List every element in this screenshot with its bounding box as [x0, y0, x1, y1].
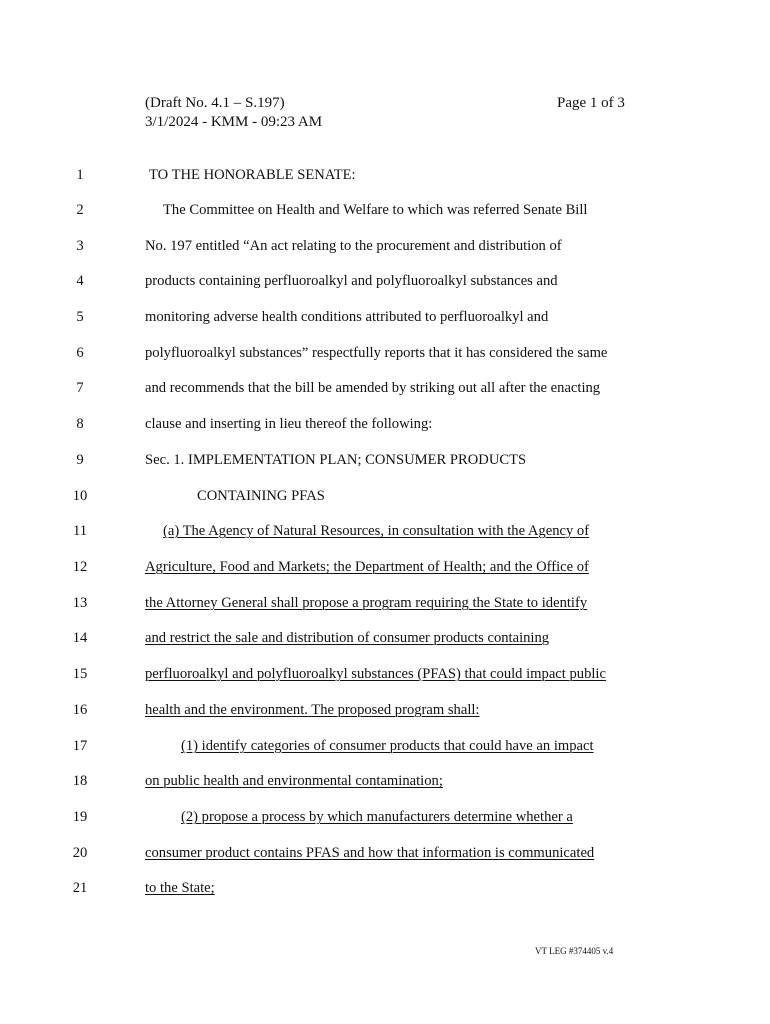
line-3 — [0, 235, 770, 257]
line-1 — [0, 164, 770, 186]
line-text: (a) The Agency of Natural Resources, in consultation with the Agency of — [163, 523, 590, 539]
section-heading: Sec. 1. IMPLEMENTATION PLAN; CONSUMER PRODUCTS — [145, 452, 527, 468]
line-number: 9 — [76, 452, 84, 468]
line-text: polyfluoroalkyl substances” respectfully reports that it has considered the same — [145, 345, 608, 361]
line-text: Agriculture, Food and Markets; the Department of Health; and the Office of — [145, 559, 589, 575]
line-number: 10 — [72, 488, 88, 504]
line-19 — [0, 806, 770, 828]
line-number: 21 — [72, 880, 88, 896]
line-20 — [0, 842, 770, 864]
line-2 — [0, 199, 770, 221]
line-6 — [0, 342, 770, 364]
document-id-footer: VT LEG #374405 v.4 — [535, 946, 614, 956]
line-number: 19 — [72, 809, 88, 825]
line-13 — [0, 592, 770, 614]
line-number: 16 — [72, 702, 88, 718]
line-text: products containing perfluoroalkyl and polyfluoroalkyl substances and — [145, 273, 558, 289]
page-number: Page 1 of 3 — [557, 95, 625, 111]
line-10 — [0, 485, 770, 507]
draft-label: (Draft No. 4.1 – S.197) — [145, 95, 285, 111]
line-21 — [0, 877, 770, 899]
line-15 — [0, 663, 770, 685]
line-number: 1 — [76, 167, 84, 183]
line-text: and restrict the sale and distribution of consumer products containing — [145, 630, 550, 646]
line-number: 3 — [76, 238, 84, 254]
line-text: The Committee on Health and Welfare to which was referred Senate Bill — [163, 202, 588, 218]
line-text: (2) propose a process by which manufacturers determine whether a — [181, 809, 573, 825]
line-text: on public health and environmental contamination; — [145, 773, 443, 789]
section-heading-continued: CONTAINING PFAS — [197, 488, 325, 504]
line-text: the Attorney General shall propose a program requiring the State to identify — [145, 595, 588, 611]
line-text: No. 197 entitled “An act relating to the procurement and distribution of — [145, 238, 562, 254]
line-number: 6 — [76, 345, 84, 361]
line-text: perfluoroalkyl and polyfluoroalkyl substances (PFAS) that could impact public — [145, 666, 606, 682]
line-12 — [0, 556, 770, 578]
line-text: to the State; — [145, 880, 215, 896]
line-14 — [0, 627, 770, 649]
line-number: 5 — [76, 309, 84, 325]
line-18 — [0, 770, 770, 792]
line-11 — [0, 520, 770, 542]
line-text: TO THE HONORABLE SENATE: — [149, 167, 356, 183]
line-number: 12 — [72, 559, 88, 575]
line-text: (1) identify categories of consumer products that could have an impact — [181, 738, 594, 754]
line-number: 4 — [76, 273, 84, 289]
line-17 — [0, 735, 770, 757]
line-4 — [0, 270, 770, 292]
line-number: 18 — [72, 773, 88, 789]
line-text: and recommends that the bill be amended by striking out all after the enacting — [145, 380, 601, 396]
line-8 — [0, 413, 770, 435]
date-line: 3/1/2024 - KMM - 09:23 AM — [145, 114, 323, 130]
line-number: 13 — [72, 595, 88, 611]
line-text: monitoring adverse health conditions attributed to perfluoroalkyl and — [145, 309, 549, 325]
line-number: 20 — [72, 845, 88, 861]
line-16 — [0, 699, 770, 721]
line-text: health and the environment. The proposed program shall: — [145, 702, 480, 718]
line-7 — [0, 377, 770, 399]
line-text: clause and inserting in lieu thereof the following: — [145, 416, 433, 432]
line-number: 17 — [72, 738, 88, 754]
line-number: 15 — [72, 666, 88, 682]
line-5 — [0, 306, 770, 328]
line-number: 2 — [76, 202, 84, 218]
line-number: 7 — [76, 380, 84, 396]
line-text: consumer product contains PFAS and how that information is communicated — [145, 845, 595, 861]
line-9 — [0, 449, 770, 471]
line-number: 14 — [72, 630, 88, 646]
line-number: 11 — [72, 523, 88, 539]
line-number: 8 — [76, 416, 84, 432]
